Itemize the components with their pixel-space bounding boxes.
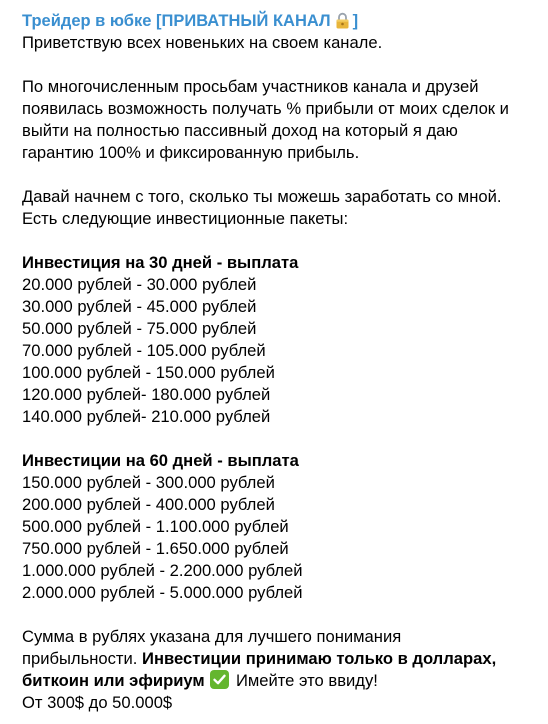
note-tail-text: Имейте это ввиду! — [231, 671, 378, 690]
channel-name[interactable]: Трейдер в юбке [ПРИВАТНЫЙ КАНАЛ — [22, 12, 331, 30]
note-line: Сумма в рублях указана для лучшего понимания — [22, 627, 402, 646]
package-30-row: 100.000 рублей - 150.000 рублей — [22, 363, 275, 382]
note-bold-text: Инвестиции принимаю только в долларах, — [142, 649, 497, 668]
package-30-row: 30.000 рублей - 45.000 рублей — [22, 297, 257, 316]
package-60-row: 750.000 рублей - 1.650.000 рублей — [22, 539, 289, 558]
offer-line: Есть следующие инвестиционные пакеты: — [22, 209, 349, 228]
package-30-heading: Инвестиция на 30 дней - выплата — [22, 253, 299, 272]
intro-line: выйти на полностью пассивный доход на который я даю — [22, 121, 458, 140]
package-60-row: 1.000.000 рублей - 2.200.000 рублей — [22, 561, 303, 580]
package-60-heading: Инвестиции на 60 дней - выплата — [22, 451, 299, 470]
lock-icon — [335, 12, 350, 29]
channel-title[interactable] — [22, 10, 534, 32]
package-60-row: 2.000.000 рублей - 5.000.000 рублей — [22, 583, 303, 602]
blank-line — [22, 54, 534, 76]
intro-line: появилась возможность получать % прибыли от моих сделок и — [22, 99, 509, 118]
intro-line: По многочисленным просьбам участников канала и друзей — [22, 77, 479, 96]
package-30-row: 70.000 рублей - 105.000 рублей — [22, 341, 266, 360]
package-30-row: 120.000 рублей- 180.000 рублей — [22, 385, 271, 404]
greeting-line: Приветствую всех новеньких на своем канале. — [22, 33, 383, 52]
blank-line — [22, 230, 534, 252]
package-60-row: 200.000 рублей - 400.000 рублей — [22, 495, 275, 514]
blank-line — [22, 164, 534, 186]
intro-line: гарантию 100% и фиксированную прибыль. — [22, 143, 360, 162]
offer-line: Давай начнем с того, сколько ты можешь заработать со мной. — [22, 187, 502, 206]
blank-line — [22, 604, 534, 626]
blank-line — [22, 428, 534, 450]
check-mark-icon — [210, 670, 229, 689]
message-text — [22, 32, 534, 714]
package-60-row: 500.000 рублей - 1.100.000 рублей — [22, 517, 289, 536]
package-30-row: 20.000 рублей - 30.000 рублей — [22, 275, 257, 294]
note-line — [22, 648, 534, 670]
limits-line: От 300$ до 50.000$ — [22, 693, 173, 712]
note-line — [22, 670, 534, 692]
note-plain-text: прибыльности. — [22, 649, 143, 668]
package-30-row: 50.000 рублей - 75.000 рублей — [22, 319, 257, 338]
package-30-row: 140.000 рублей- 210.000 рублей — [22, 407, 271, 426]
channel-name-end[interactable]: ] — [352, 12, 359, 30]
package-60-row: 150.000 рублей - 300.000 рублей — [22, 473, 275, 492]
note-bold-text: биткоин или эфириум — [22, 671, 205, 690]
